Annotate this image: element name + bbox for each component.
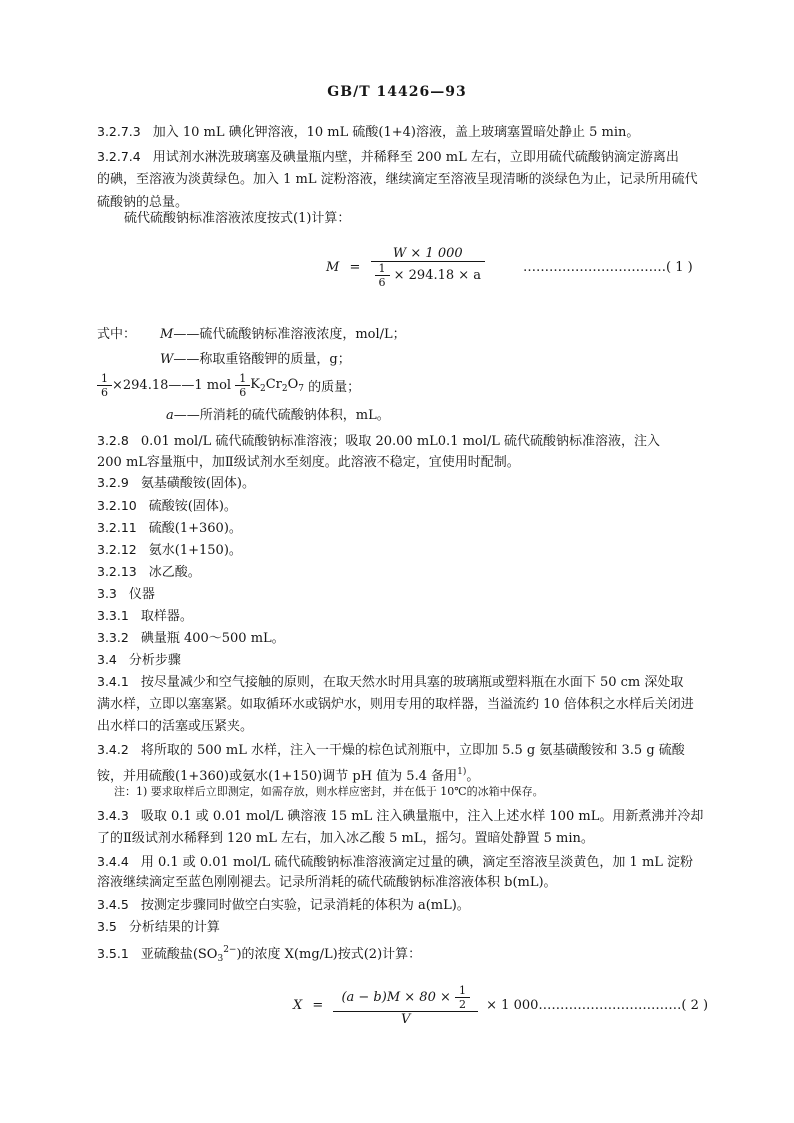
paragraph-3-2-8: [97, 431, 660, 452]
clause-number: 3.2.10: [97, 498, 137, 513]
frac-bottom: 6: [97, 385, 112, 399]
chem-k: K: [250, 377, 260, 392]
clause-text: 氨基磺酸铵(固体)。: [140, 476, 255, 491]
definition: ——所消耗的硫代硫酸钠体积，mL。: [173, 408, 390, 423]
clause-text: 吸取 0.1 或 0.01 mol/L 碘溶液 15 mL 注入碘量瓶中，注入上述水样 100 mL。用新煮沸并冷却: [140, 809, 704, 824]
section-title: 分析结果的计算: [128, 920, 220, 935]
clause-text: 按测定步骤同时做空白实验，记录消耗的体积为 a(mL)。: [140, 898, 470, 913]
formula-numerator: W × 1 000: [392, 246, 463, 261]
section-title: 仪器: [128, 587, 155, 602]
frac-bottom: 2: [455, 997, 470, 1011]
paragraph-3-4-4: [97, 852, 693, 873]
clause-text: 碘量瓶 400～500 mL。: [140, 631, 285, 646]
section-3-4: [97, 650, 181, 671]
paragraph-3-2-7-3: [97, 122, 639, 143]
one-half: [455, 984, 470, 1011]
formula-denominator: V: [333, 1011, 478, 1027]
paragraph-3-2-10: [97, 496, 237, 517]
line-end: 。: [466, 769, 480, 784]
clause-text: 硫酸铵(固体)。: [148, 499, 237, 514]
clause-text: 用试剂水淋洗玻璃塞及碘量瓶内壁，并稀释至 200 mL 左右，立即用硫代硫酸钠滴定游离出: [152, 150, 679, 165]
clause-text: 用 0.1 或 0.01 mol/L 硫代硫酸钠标准溶液滴定过量的碘，滴定至溶液呈淡黄色，加 1 mL 淀粉: [140, 855, 694, 870]
formula-eq: =: [349, 260, 361, 275]
footnote-marker: 1): [457, 767, 467, 777]
clause-text: 氨水(1+150)。: [148, 543, 242, 558]
clause-text: 冰乙酸。: [148, 565, 201, 580]
formula-2: [293, 984, 708, 1027]
where-fraction-row: [97, 372, 360, 399]
one-sixth: [235, 372, 250, 399]
clause-text: 将所取的 500 mL 水样，注入一干燥的棕色试剂瓶中，立即加 5.5 g 氨基磺酸铵和 3.5 g 硫酸: [140, 743, 685, 758]
clause-number: 3.2.11: [97, 520, 137, 535]
symbol: W: [160, 352, 174, 367]
equation-number: ( 2 ): [681, 998, 709, 1013]
page-header: GB/T 14426—93: [327, 84, 467, 100]
line-text: 铵，并用硫酸(1+360)或氨水(1+150)调节 pH 值为 5.4 备用: [97, 769, 458, 784]
clause-text: 亚硫酸盐(SO: [140, 947, 218, 962]
clause-text: 按尽量减少和空气接触的原则，在取天然水时用具塞的玻璃瓶或塑料瓶在水面下 50 cm 深处取: [140, 675, 684, 690]
frac-bottom: 6: [235, 385, 250, 399]
clause-number: 3.5.1: [97, 946, 129, 961]
paragraph-line: 出水样口的活塞或压紧夹。: [97, 719, 254, 734]
clause-text: 0.01 mol/L 硫代硫酸钠标准溶液；吸取 20.00 mL0.1 mol/L 硫代硫酸钠标准溶液，注入: [140, 434, 661, 449]
clause-number: 3.2.8: [97, 433, 129, 448]
paragraph-line: 的碘，至溶液为淡黄绿色。加入 1 mL 淀粉溶液，继续滴定至溶液呈现清晰的淡绿色为止，记录所用硫代: [97, 172, 698, 187]
clause-text: 硫酸(1+360)。: [148, 521, 242, 536]
leader-dots: ……………………………: [523, 260, 666, 275]
formula-lhs: X: [293, 998, 303, 1013]
chem-sub: 3: [217, 954, 224, 964]
formula-eq: =: [312, 998, 324, 1013]
clause-number: 3.4.1: [97, 674, 129, 689]
definition: ——硫代硫酸钠标准溶液浓度，mol/L；: [173, 327, 406, 342]
where-title: 式中：: [97, 327, 137, 342]
chemical-formula: [250, 377, 304, 392]
clause-number: 3.3.2: [97, 630, 129, 645]
equation-number: ( 1 ): [666, 260, 693, 275]
symbol: a: [166, 408, 174, 423]
formula-numerator: [333, 984, 478, 1011]
section-3-5: [97, 917, 220, 938]
clause-text: )的浓度 X(mg/L)按式(2)计算：: [236, 947, 422, 962]
paragraph-3-2-9: [97, 473, 255, 494]
paragraph-line: 硫酸钠的总量。: [97, 195, 189, 210]
formula-1: [326, 246, 485, 289]
paragraph-line: 了的Ⅱ级试剂水稀释到 120 mL 左右，加入冰乙酸 5 mL，摇匀。置暗处静置 5 min。: [97, 831, 594, 846]
one-sixth: [97, 372, 112, 399]
clause-number: 3.2.12: [97, 542, 137, 557]
clause-number: 3.4.2: [97, 742, 129, 757]
clause-number: 3.2.13: [97, 564, 137, 579]
formula-fraction: [333, 984, 478, 1027]
formula-intro: 硫代硫酸钠标准溶液浓度按式(1)计算：: [124, 211, 351, 226]
paragraph-3-5-1: [97, 940, 421, 969]
chem-sub: 2: [281, 384, 288, 394]
paragraph-3-2-12: [97, 540, 242, 561]
frac-top: 1: [459, 984, 466, 997]
paragraph-3-4-1: [97, 672, 683, 693]
one-sixth: [375, 262, 390, 289]
clause-number: 3.3.1: [97, 608, 129, 623]
paragraph-3-2-11: [97, 518, 242, 539]
footnote: 注：1) 要求取样后立即测定，如需存放，则水样应密封，并在低于 10℃的冰箱中保存。: [114, 785, 544, 798]
definition: ——称取重铬酸钾的质量，g；: [173, 352, 351, 367]
leader-dots: ……………………………: [538, 998, 682, 1013]
frac-bottom: 6: [375, 275, 390, 289]
paragraph-3-2-7-4: [97, 147, 679, 168]
clause-text: 加入 10 mL 碘化钾溶液，10 mL 硫酸(1+4)溶液，盖上玻璃塞置暗处静止 5 min。: [152, 125, 640, 140]
where-w: [160, 350, 351, 370]
chem-cr: Cr: [265, 377, 282, 392]
clause-number: 3.2.7.3: [97, 124, 141, 139]
paragraph-3-3-1: [97, 606, 193, 627]
formula-lhs: M: [326, 260, 340, 275]
den-rest: × 294.18 × a: [393, 268, 482, 283]
symbol: M: [160, 327, 174, 342]
formula-fraction: [371, 246, 486, 289]
paragraph-3-4-2: [97, 740, 685, 761]
frac-top: 1: [239, 372, 247, 385]
chem-sub: 7: [298, 384, 304, 394]
where-m: [160, 325, 406, 345]
numerator-text: (a − b)M × 80 ×: [341, 990, 455, 1005]
clause-number: 3.4.5: [97, 897, 129, 912]
paragraph-3-4-3: [97, 806, 703, 827]
section-number: 3.4: [97, 652, 117, 667]
clause-number: 3.2.9: [97, 475, 129, 490]
clause-number: 3.4.3: [97, 808, 129, 823]
formula-denominator: [371, 261, 486, 289]
chem-sub: 2: [259, 384, 266, 394]
section-title: 分析步骤: [128, 653, 181, 668]
definition: 的质量；: [304, 380, 361, 395]
where-a: [166, 406, 390, 426]
section-number: 3.5: [97, 919, 117, 934]
clause-number: 3.4.4: [97, 854, 129, 869]
definition: ×294.18——1 mol: [112, 378, 236, 393]
paragraph-line: 200 mL容量瓶中，加Ⅱ级试剂水至刻度。此溶液不稳定，宜使用时配制。: [97, 455, 520, 470]
formula-1-leader: [523, 258, 693, 278]
section-number: 3.3: [97, 586, 117, 601]
frac-top: 1: [101, 372, 108, 385]
chem-o: O: [287, 377, 299, 392]
chem-charge: 2−: [223, 945, 237, 955]
paragraph-3-2-13: [97, 562, 201, 583]
clause-text: 取样器。: [140, 609, 193, 624]
paragraph-line: 溶液继续滴定至蓝色刚刚褪去。记录所消耗的硫代硫酸钠标准溶液体积 b(mL)。: [97, 875, 557, 890]
formula-rest: × 1 000: [486, 998, 539, 1013]
paragraph-3-4-5: [97, 895, 470, 916]
frac-top: 1: [378, 262, 386, 275]
section-3-3: [97, 584, 155, 605]
paragraph-line: 满水样，立即以塞塞紧。如取循环水或锅炉水，则用专用的取样器，当溢流约 10 倍体积之水样后关闭进: [97, 697, 694, 712]
paragraph-3-3-2: [97, 628, 285, 649]
clause-number: 3.2.7.4: [97, 149, 141, 164]
